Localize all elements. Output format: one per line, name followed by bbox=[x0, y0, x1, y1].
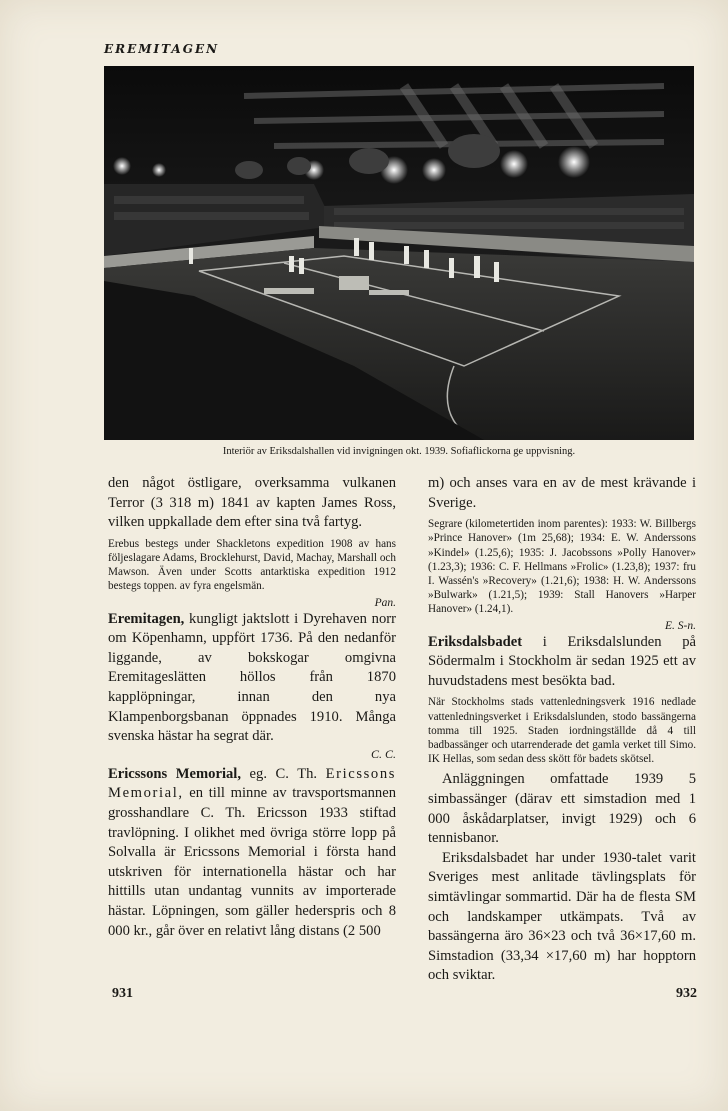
signature-pan: Pan. bbox=[374, 596, 396, 609]
paragraph-tavlingsplats: Eriksdalsbadet har under 1930-talet varit Sveriges mest anlitade tävlingsplats för simtävlingar sommartid. Där ha de flesta SM och landskamper utkämpats. Två av bassängerna äro 36×23 och två 36×17,60 m. Simstadion (33,34 ×17,60 m) har hopptorn och sviktar. bbox=[428, 849, 696, 984]
paragraph-terror: den något östligare, overksamma vulkanen Terror (3 318 m) 1841 av kapten James Ross, vilken uppkallade dem efter sina två fartyg. bbox=[108, 475, 396, 531]
entry-headword: Eremitagen, bbox=[108, 610, 185, 627]
entry-headword: Ericssons Memorial, bbox=[108, 765, 241, 782]
right-column bbox=[428, 474, 696, 986]
entry-text: kungligt jaktslott i Dyrehaven norr om Köpenhamn, uppfört 1736. På den nedanför liggande, av bokskogar omgivna Eremitageslätten höllos från 1870 kapplöpningar, innan den nya Klampenborgsbanan öppnades 1910. Många svenska hästar ha segrat där. bbox=[108, 610, 396, 745]
entry-eremitagen bbox=[108, 610, 396, 747]
photo-caption: Interiör av Eriksdalshallen vid invigningen okt. 1939. Sofiaflickorna ge uppvisning. bbox=[222, 446, 576, 457]
left-column bbox=[108, 474, 396, 941]
entry-headword: Eriksdalsbadet bbox=[428, 633, 523, 650]
note-erebus: Erebus bestegs under Shackletons expedition 1908 av hans följeslagare Adams, Brocklehurst, David, Machay, Marshall och Mawson. Även under Scotts antarktiska expedition 1912 bestegs toppen. av fyra engelsmän. bbox=[108, 537, 396, 593]
entry-eriksdalsbadet bbox=[428, 633, 696, 692]
arena-photo-illustration bbox=[104, 66, 694, 440]
entry-text: i Eriksdalslunden på Södermalm i Stockholm är sedan 1925 ett av huvudstadens mest besökta bad. bbox=[428, 633, 696, 689]
entry-ericssons-memorial bbox=[108, 765, 396, 941]
page-number-right: 932 bbox=[676, 986, 697, 1001]
entry-spaced-name: Ericssons Memorial, bbox=[108, 765, 396, 802]
note-winners: Segrare (kilometertiden inom parentes): 1933: W. Billbergs »Prince Hanover» (1m 25,68); 1934: E. W. Anderssons »Kindel» (1.25,6); 1935: J. Jacobssons »Polly Hanover» (1.23,3); 1936: C. F. Hellmans »Frolic» (1.23,8); 1937: fru I. Wassén's »Recovery» (1.21,6); 1938: H. W. Anderssons »Bulwark» (1.21,5); 1939: Stall Hanovers »Harper Hanover» (1.24,1). bbox=[428, 518, 696, 616]
entry-text: eg. C. Th. bbox=[241, 765, 326, 782]
page-number-left: 931 bbox=[112, 986, 133, 1001]
arena-photograph bbox=[104, 66, 694, 440]
note-vattenledningsverk: När Stockholms stads vattenledningsverk 1916 nedlade vattenledningsverket i Eriksdalslunden, stodo bassängerna tomma till 1925. Staden iordningställde då 4 till badbassänger och utarrenderade det gamla verket till Simo. IK Hellas, som sedan dess skött för badets skötsel. bbox=[428, 696, 696, 766]
signature-cc: C. C. bbox=[370, 746, 396, 761]
running-head: EREMITAGEN bbox=[104, 42, 220, 56]
paragraph-continuation: m) och anses vara en av de mest krävande i Sverige. bbox=[428, 475, 696, 511]
signature-esn: E. S-n. bbox=[665, 619, 696, 632]
paragraph-anlaggningen: Anläggningen omfattade 1939 5 simbassänger (därav ett simstadion med 1 000 åskådarplatser, invigt 1929) och 6 tennisbanor. bbox=[428, 771, 696, 847]
entry-text: en till minne av travsportsmannen grosshandlare C. Th. Ericsson 1933 stiftad travlöpning. I olikhet med övriga större lopp på Solvalla är Ericssons Memorial i första hand utskriven för internationella hästar och har hittills utan undantag vunnits av importerade hästar. Löpningen, som gäller hederspris och 8 000 kr., går över en relativt lång distans (2 500 bbox=[108, 785, 396, 939]
